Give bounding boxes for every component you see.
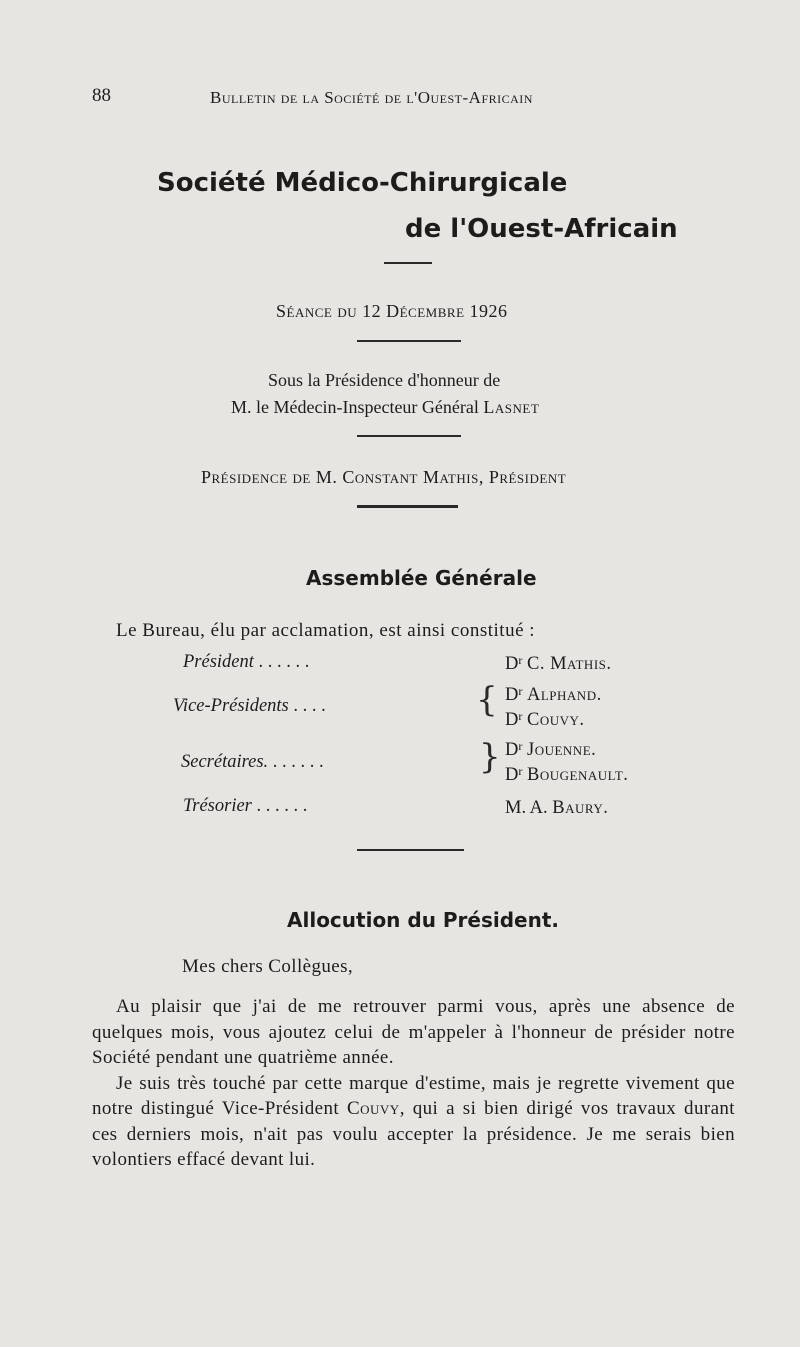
role-label: Vice-Présidents . . . . <box>173 696 326 716</box>
salutation: Mes chers Collègues, <box>182 956 354 977</box>
section-heading-address: Allocution du Président. <box>287 908 560 932</box>
divider <box>357 435 461 437</box>
member-name: $D^r$ Jouenne. <box>505 739 597 760</box>
paragraph: Je suis très touché par cette marque d'estime, mais je regrette vivement que notre distingué Vice-Président Couvy, qui a si bien dirigé vos travaux durant ces derniers mois, n'ait pas voulu accepter la présidence. Je me serais bien volontiers effacé devant lui. <box>92 1072 735 1170</box>
society-title-line-1: Société Médico-Chirurgicale <box>157 168 568 198</box>
honorary-presidency-line-2: M. le Médecin-Inspecteur Général Lasnet <box>231 397 540 417</box>
presidency-line: Présidence de M. Constant Mathis, Président <box>201 467 567 487</box>
bureau-intro: Le Bureau, élu par acclamation, est ainsi constitué : <box>116 620 536 641</box>
brace-icon: } <box>479 737 501 777</box>
society-title-line-2: de l'Ouest-Africain <box>405 214 678 244</box>
divider <box>357 505 458 508</box>
member-name: M. A. Baury. <box>505 798 609 818</box>
page-number: 88 <box>92 85 111 106</box>
member-name: $D^r$ C. Mathis. <box>505 653 612 674</box>
role-label: Trésorier . . . . . . <box>183 796 308 816</box>
brace-icon: { <box>476 680 498 720</box>
section-heading-general-assembly: Assemblée Générale <box>306 566 537 590</box>
honorary-presidency-line-1: Sous la Présidence d'honneur de <box>268 370 501 390</box>
divider <box>357 849 464 851</box>
session-date: Séance du 12 Décembre 1926 <box>276 301 508 321</box>
paragraph: Au plaisir que j'ai de me retrouver parmi vous, après une absence de quelques mois, vous ajoutez celui de m'appeler à l'honneur de présider notre Société pendant une quatrième année. <box>92 996 735 1068</box>
divider <box>357 340 461 342</box>
role-label: Président . . . . . . <box>183 652 310 672</box>
role-label: Secrétaires. . . . . . . <box>181 752 324 772</box>
member-name: $D^r$ Alphand. <box>505 684 602 705</box>
body-text <box>92 994 735 1173</box>
running-header: Bulletin de la Société de l'Ouest-Africain <box>210 88 533 107</box>
member-name: $D^r$ Couvy. <box>505 709 585 730</box>
member-name: $D^r$ Bougenault. <box>505 764 629 785</box>
divider <box>384 262 432 264</box>
